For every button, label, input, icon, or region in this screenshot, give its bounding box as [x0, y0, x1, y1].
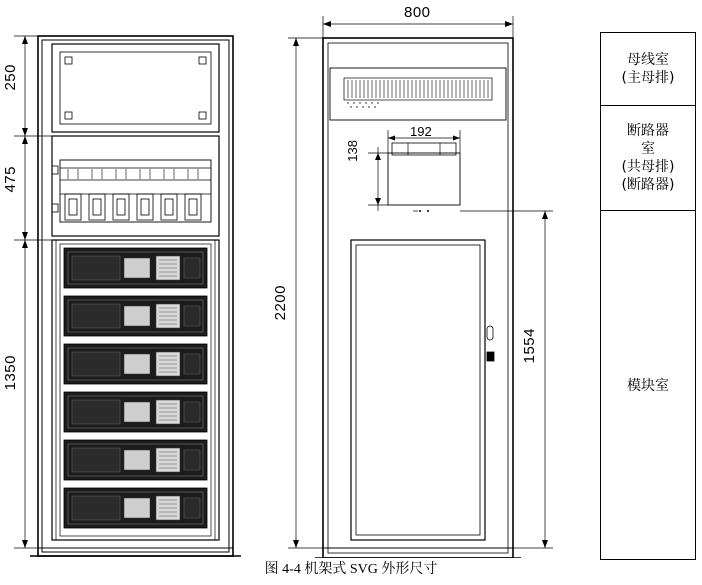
- legend-cell-module-room: [601, 211, 695, 561]
- busbar-room-line1: 母线室: [627, 52, 669, 68]
- dim-1554-label: 1554: [521, 328, 538, 364]
- dim-475-label: 475: [2, 166, 19, 193]
- breaker-room-line3: (共母排): [621, 159, 675, 175]
- busbar-room-line2: (主母排): [621, 70, 675, 86]
- front-view-drawing: [8, 8, 283, 558]
- dim-138-label: 138: [345, 140, 360, 162]
- compartment-legend-panel: [600, 32, 696, 560]
- dim-192-label: 192: [410, 124, 432, 139]
- dim-2200-label: 2200: [272, 285, 289, 321]
- dim-800-label: 800: [404, 4, 431, 21]
- dim-250-label: 250: [2, 64, 19, 91]
- breaker-room-line1: 断路器: [627, 123, 669, 139]
- breaker-room-line2: 室: [641, 141, 655, 157]
- legend-cell-breaker-room: [601, 106, 695, 211]
- breaker-room-line4: (断路器): [621, 177, 675, 193]
- side-view-drawing: [268, 8, 568, 558]
- module-room-line1: 模块室: [627, 378, 669, 394]
- dim-1350-label: 1350: [2, 355, 19, 391]
- figure-caption: 图 4-4 机架式 SVG 外形尺寸: [264, 562, 438, 577]
- legend-cell-busbar-room: [601, 33, 695, 106]
